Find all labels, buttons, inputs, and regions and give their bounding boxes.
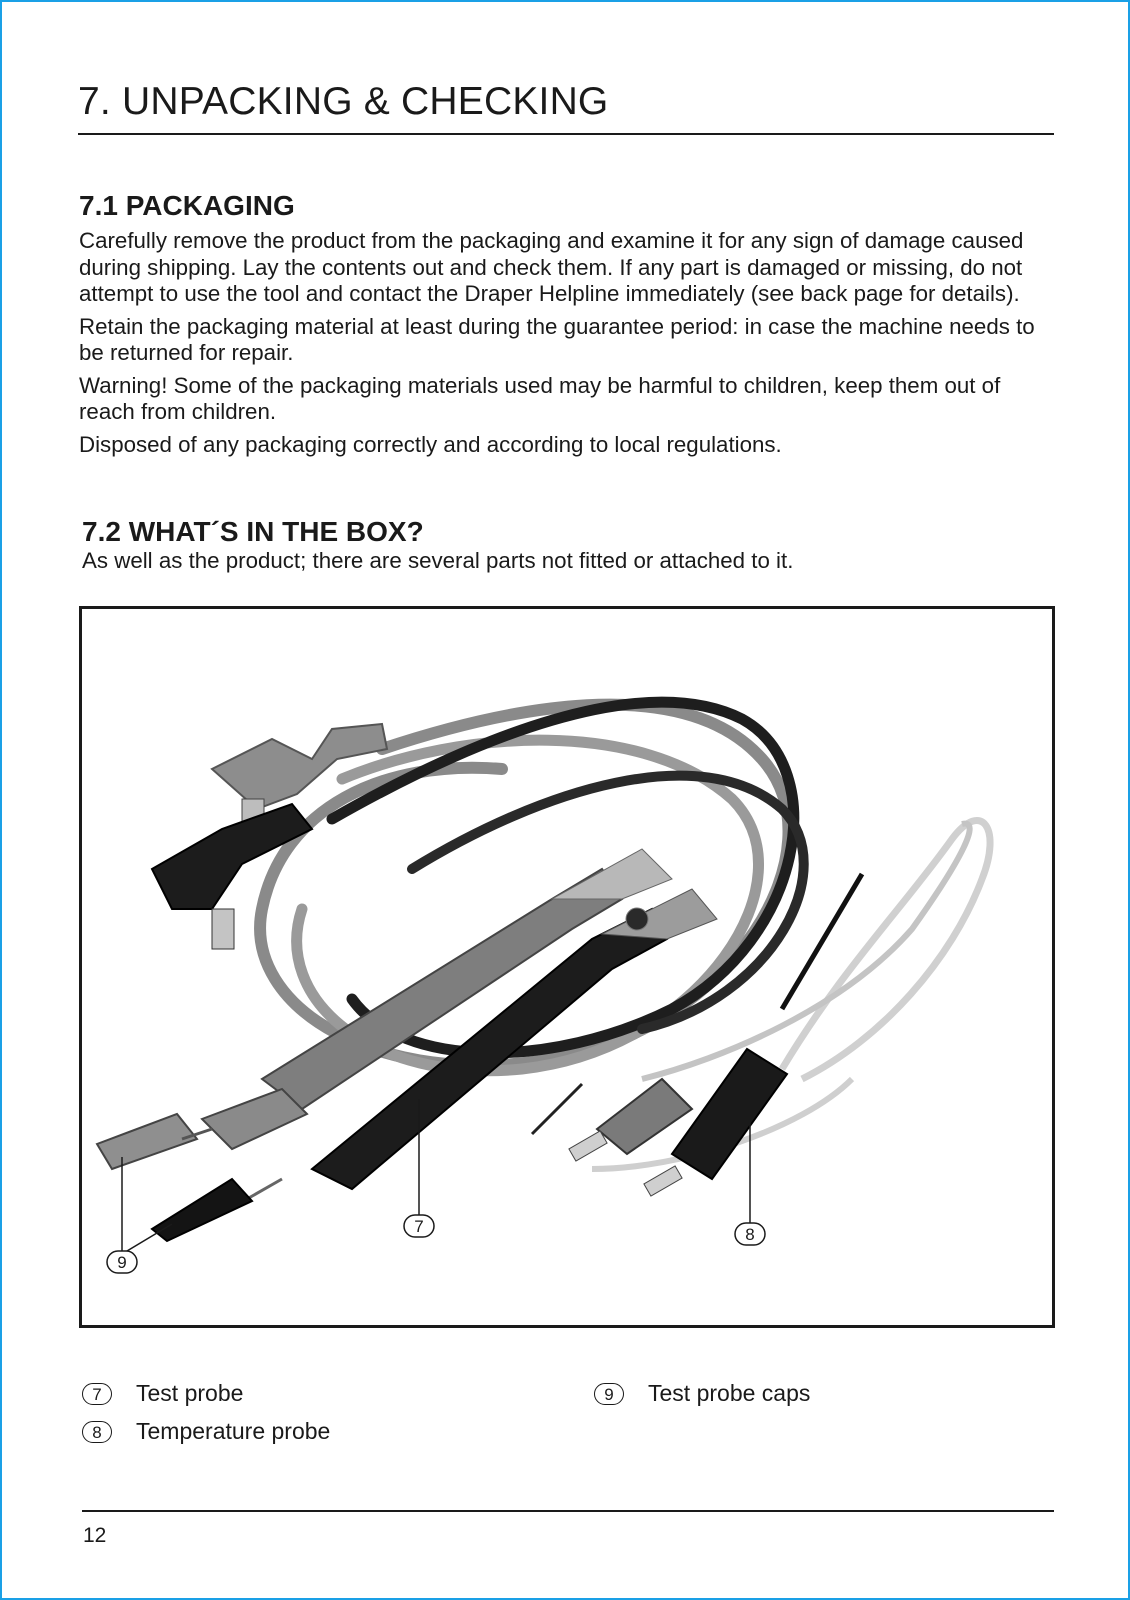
legend-number: 7 xyxy=(82,1383,112,1405)
legend-label: Test probe xyxy=(136,1380,244,1406)
page-title: 7. UNPACKING & CHECKING xyxy=(78,80,1054,135)
contents-figure xyxy=(79,606,1055,1328)
callout-number-7: 7 xyxy=(414,1217,424,1236)
grey-probe-cap xyxy=(97,1114,197,1169)
grey-probe-sleeve xyxy=(552,849,672,899)
temp-plug-pin-2 xyxy=(644,1166,682,1196)
grey-probe-guard xyxy=(202,1089,307,1149)
paragraph: Disposed of any packaging correctly and according to local regulations. xyxy=(79,431,782,457)
section-heading-packaging: 7.1 PACKAGING xyxy=(79,190,295,221)
temp-plug-grey xyxy=(597,1079,692,1154)
footer-divider xyxy=(82,1510,1054,1512)
temp-plug-black xyxy=(672,1049,787,1179)
callout-number-9: 9 xyxy=(117,1253,127,1272)
paragraph: Warning! Some of the packaging materials used may be harmful to children, keep them out of reach from children. xyxy=(79,372,1001,424)
thermocouple-tip-2 xyxy=(532,1084,582,1134)
legend-label: Temperature probe xyxy=(136,1418,331,1444)
box-intro-text: As well as the product; there are several parts not fitted or attached to it. xyxy=(82,548,794,573)
legend-label: Test probe caps xyxy=(648,1380,811,1406)
thermocouple-tip xyxy=(782,874,862,1009)
page-number: 12 xyxy=(83,1524,107,1547)
probe-logo-icon xyxy=(626,908,648,930)
legend-number: 9 xyxy=(594,1383,624,1405)
black-probe-cap xyxy=(152,1179,252,1241)
paragraph: Carefully remove the product from the packaging and examine it for any sign of damage caused during shipping. Lay the contents out and check them. If any part is damaged or missing, do not attempt to use the tool and contact the Draper Helpline immediately (see back page for details). xyxy=(79,228,1024,306)
legend-item-temperature-probe xyxy=(82,1418,330,1445)
temp-plug-pin xyxy=(569,1131,607,1161)
section-heading-whats-in-box: 7.2 WHAT´S IN THE BOX? xyxy=(82,516,424,547)
callout-number-8: 8 xyxy=(745,1225,755,1244)
legend-item-test-probe xyxy=(82,1380,243,1407)
packaging-text xyxy=(79,228,1059,464)
legend-item-test-probe-caps xyxy=(594,1380,810,1407)
paragraph: Retain the packaging material at least during the guarantee period: in case the machine needs to be returned for repair. xyxy=(79,313,1035,365)
black-plug-pin xyxy=(212,909,234,949)
legend-number: 8 xyxy=(82,1421,112,1443)
probes-illustration xyxy=(82,609,1052,1325)
